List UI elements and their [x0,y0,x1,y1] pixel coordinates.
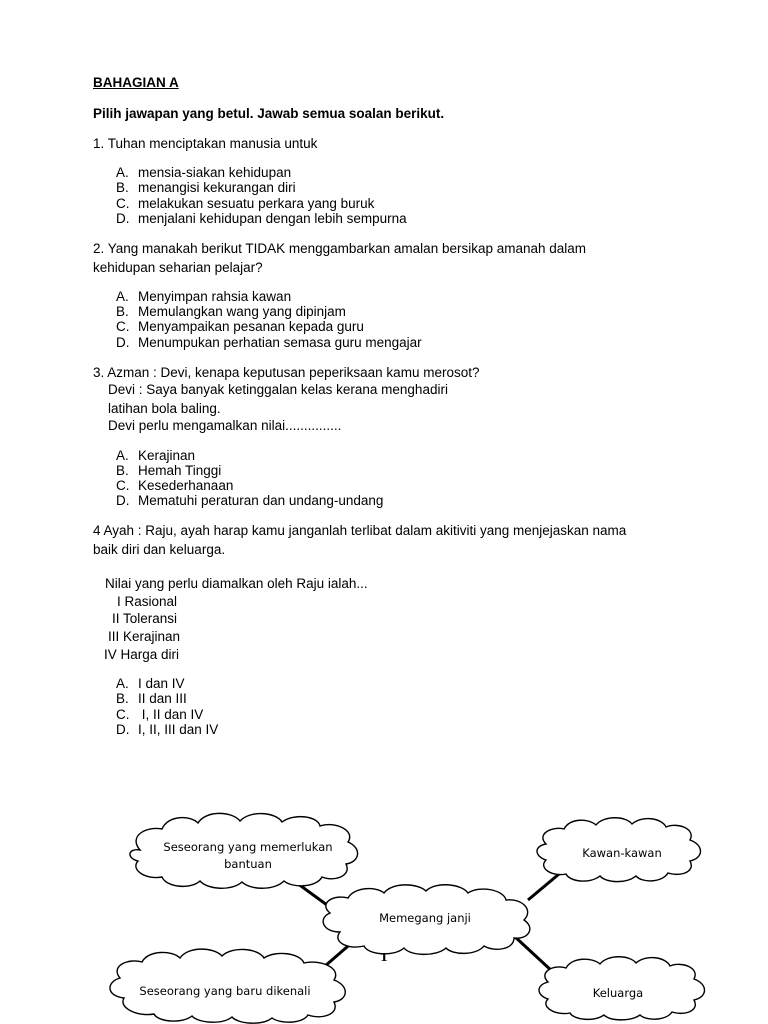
connector-line [513,935,553,972]
question-text: latihan bola baling. [108,401,221,416]
option-c: C. Kesederhanaan [116,478,234,493]
question-text: 4 Ayah : Raju, ayah harap kamu janganlah terlibat dalam akitiviti yang menjejaskan nama [93,523,627,538]
instruction-text: Pilih jawapan yang betul. Jawab semua soalan berikut. [93,106,445,121]
node-label: bantuan [224,857,272,871]
question-text: 3. Azman : Devi, kenapa keputusan peperiksaan kamu merosot? [93,365,480,380]
option-a: A. Kerajinan [116,448,196,463]
option-b: B. menangisi kekurangan diri [116,180,296,195]
roman-item: IV Harga diri [104,647,180,662]
page-number: 1 [379,950,389,964]
question-text: 2. Yang manakah berikut TIDAK menggambarkan amalan bersikap amanah dalam [93,241,587,256]
question-text: Devi : Saya banyak ketinggalan kelas kerana menghadiri [108,382,448,397]
roman-item: II Toleransi [112,611,178,626]
question-prompt: Nilai yang perlu diamalkan oleh Raju ialah... [105,576,368,591]
question-text: kehidupan seharian pelajar? [93,260,263,275]
option-b: B. Memulangkan wang yang dipinjam [116,304,346,319]
question-text: 1. Tuhan menciptakan manusia untuk [93,136,318,151]
question-text: baik diri dan keluarga. [93,542,226,557]
roman-item: III Kerajinan [108,629,181,644]
section-heading: BAHAGIAN A [93,75,179,90]
roman-item: I Rasional [117,594,178,609]
option-d: D. Menumpukan perhatian semasa guru mengajar [116,335,422,350]
option-d: D. menjalani kehidupan dengan lebih sempurna [116,211,407,226]
option-c: C. I, II dan IV [116,707,204,722]
option-b: B. Hemah Tinggi [116,463,222,478]
option-c: C. melakukan sesuatu perkara yang buruk [116,196,375,211]
node-label: Seseorang yang memerlukan [163,840,333,854]
option-a: A. I dan IV [116,676,185,691]
center-node-label: Memegang janji [379,911,471,925]
node-label: Keluarga [592,986,644,1000]
option-c: C. Menyampaikan pesanan kepada guru [116,319,364,334]
option-a: A. Menyimpan rahsia kawan [116,289,292,304]
option-a: A. mensia-siakan kehidupan [116,165,292,180]
node-label: Seseorang yang baru dikenali [139,984,311,998]
option-b: B. II dan III [116,691,187,706]
option-d: D. I, II, III dan IV [116,722,219,737]
node-label: Kawan-kawan [582,846,662,860]
option-d: D. Mematuhi peraturan dan undang-undang [116,493,384,508]
question-text: Devi perlu mengamalkan nilai............... [108,418,342,433]
